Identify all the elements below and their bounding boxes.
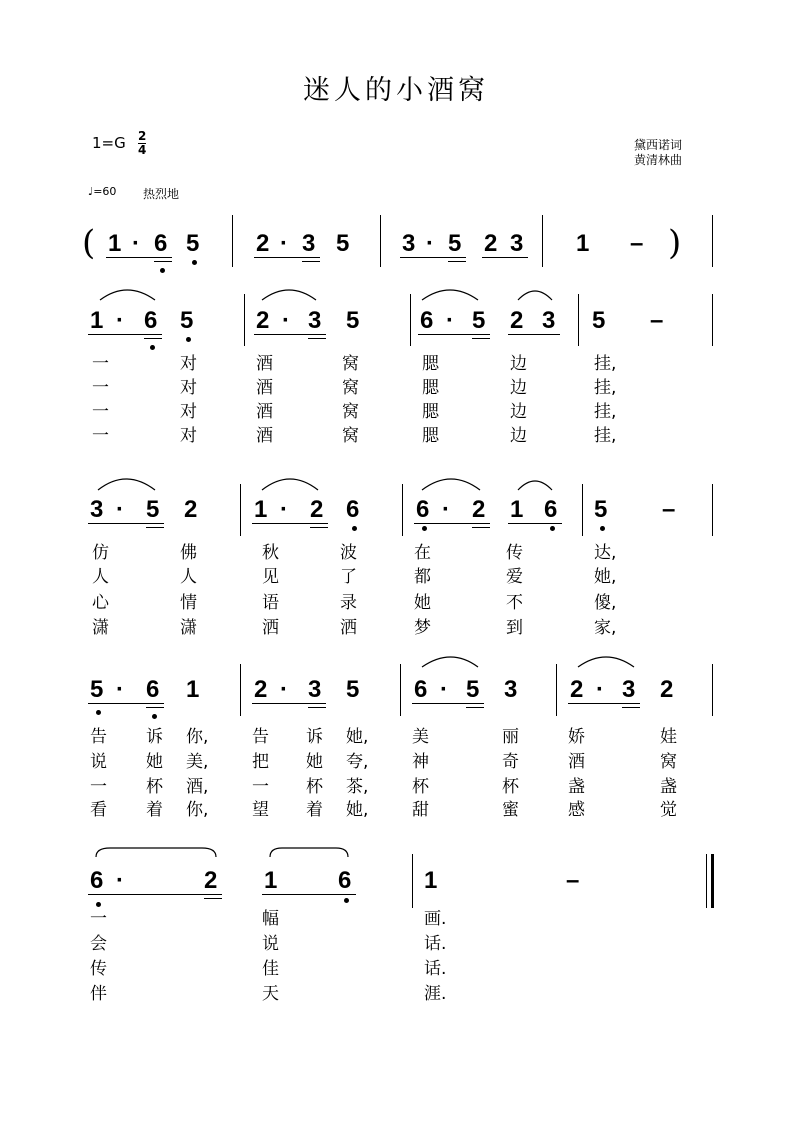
lyric: 边	[510, 426, 527, 446]
lyric: 娇	[568, 727, 585, 747]
lyric: 腮	[422, 354, 439, 374]
barline	[240, 484, 241, 536]
lyric: 望	[252, 800, 269, 820]
lyric: 傻,	[594, 593, 617, 613]
lyric: 酒	[256, 378, 273, 398]
lyric: 对	[180, 426, 197, 446]
dot-duration: ·	[280, 676, 288, 703]
underline	[414, 523, 490, 524]
lyric: 奇	[502, 752, 519, 772]
lyric: 涯.	[424, 984, 447, 1004]
lyric: 传	[506, 543, 523, 563]
dot-duration: ·	[280, 496, 288, 523]
note: 1	[424, 867, 438, 894]
underline	[144, 338, 162, 339]
low-octave-dot	[352, 526, 357, 531]
lyric: 盏	[660, 777, 677, 797]
note: 5	[336, 230, 350, 257]
barline	[578, 294, 579, 346]
underline	[308, 707, 326, 708]
note: 6	[338, 867, 352, 894]
note: 2	[660, 676, 674, 703]
barline	[712, 294, 713, 346]
lyric: 酒	[256, 426, 273, 446]
lyric: 佛	[180, 543, 197, 563]
note: 1	[576, 230, 590, 257]
lyric: 她,	[594, 567, 617, 587]
note: 3	[90, 496, 104, 523]
lyric: 说	[262, 934, 279, 954]
note: 1	[264, 867, 278, 894]
barline	[412, 854, 413, 908]
underline	[204, 898, 222, 899]
lyric: 告	[90, 727, 107, 747]
lyric: 美	[412, 727, 429, 747]
lyric: 她	[306, 752, 323, 772]
lyric: 你,	[186, 727, 209, 747]
note: 6	[420, 307, 434, 334]
dash-extension: –	[630, 230, 644, 257]
note: 2	[510, 307, 524, 334]
low-octave-dot	[96, 902, 101, 907]
note: 2	[184, 496, 198, 523]
low-octave-dot	[192, 260, 197, 265]
lyric: 窝	[660, 752, 677, 772]
lyric: 诉	[306, 727, 323, 747]
dash-extension: –	[650, 307, 664, 334]
lyric: 窝	[342, 426, 359, 446]
time-denominator: 4	[138, 143, 147, 157]
dot-duration: ·	[442, 496, 450, 523]
note: 1	[186, 676, 200, 703]
note: 5	[146, 496, 160, 523]
underline	[88, 523, 164, 524]
dot-duration: ·	[440, 676, 448, 703]
underline	[412, 703, 484, 704]
final-barline-thick	[711, 854, 714, 908]
lyric: 人	[180, 567, 197, 587]
page-title: 迷人的小酒窝	[303, 75, 489, 106]
underline	[308, 338, 326, 339]
lyric: 杯	[306, 777, 323, 797]
lyric: 对	[180, 378, 197, 398]
note: 3	[402, 230, 416, 257]
lyric: 神	[412, 752, 429, 772]
dot-duration: ·	[116, 867, 124, 894]
lyric: 语	[262, 593, 279, 613]
underline	[302, 261, 320, 262]
dash-extension: –	[662, 496, 676, 523]
lyric: 甜	[412, 800, 429, 820]
note: 5	[472, 307, 486, 334]
dot-duration: ·	[116, 307, 124, 334]
lyric: 挂,	[594, 378, 617, 398]
note: 5	[346, 307, 360, 334]
lyric: 洒	[262, 618, 279, 638]
lyric: 窝	[342, 402, 359, 422]
tempo-marking: ♩=60	[88, 185, 117, 198]
lyric: 都	[414, 567, 431, 587]
lyric: 仿	[92, 543, 109, 563]
lyric: 酒	[256, 402, 273, 422]
barline	[712, 664, 713, 716]
lyric: 着	[306, 800, 323, 820]
lyric: 了	[340, 567, 357, 587]
lyric: 蜜	[502, 800, 519, 820]
underline	[254, 334, 326, 335]
note: 5	[186, 230, 200, 257]
underline	[146, 707, 164, 708]
lyric: 幅	[262, 909, 279, 929]
lyric: 腮	[422, 402, 439, 422]
lyric: 秋	[262, 543, 279, 563]
lyric: 诉	[146, 727, 163, 747]
underline	[482, 257, 528, 258]
note: 5	[448, 230, 462, 257]
lyric: 挂,	[594, 402, 617, 422]
low-octave-dot	[344, 898, 349, 903]
low-octave-dot	[150, 345, 155, 350]
lyric: 她	[146, 752, 163, 772]
underline	[262, 894, 356, 895]
key-signature: 1=G	[92, 134, 126, 152]
dot-duration: ·	[426, 230, 434, 257]
lyric: 伴	[90, 984, 107, 1004]
lyricist-credit: 黛西诺词	[634, 138, 683, 152]
underline	[622, 707, 640, 708]
lyric: 窝	[342, 378, 359, 398]
note: 3	[308, 307, 322, 334]
lyric: 看	[90, 800, 107, 820]
lyric: 天	[262, 984, 279, 1004]
barline	[244, 294, 245, 346]
underline	[508, 523, 562, 524]
barline	[380, 215, 381, 267]
dash-extension: –	[566, 867, 580, 894]
low-octave-dot	[186, 337, 191, 342]
dot-duration: ·	[116, 676, 124, 703]
note: 3	[504, 676, 518, 703]
note: 3	[302, 230, 316, 257]
note: 6	[154, 230, 168, 257]
barline	[712, 215, 713, 267]
lyric: 会	[90, 934, 107, 954]
barline	[400, 664, 401, 716]
underline	[472, 527, 490, 528]
lyric: 挂,	[594, 354, 617, 374]
dot-duration: ·	[116, 496, 124, 523]
note: 5	[466, 676, 480, 703]
lyric: 家,	[594, 618, 617, 638]
underline	[88, 703, 164, 704]
lyric: 达,	[594, 543, 617, 563]
low-octave-dot	[550, 526, 555, 531]
underline	[508, 334, 560, 335]
lyric: 杯	[502, 777, 519, 797]
underline	[88, 334, 162, 335]
lyric: 潇	[92, 618, 109, 638]
lyric: 盏	[568, 777, 585, 797]
lyric: 一	[92, 354, 109, 374]
lyric: 你,	[186, 800, 209, 820]
underline	[466, 707, 484, 708]
lyric: 酒	[256, 354, 273, 374]
lyric: 酒	[568, 752, 585, 772]
lyric: 把	[252, 752, 269, 772]
barline	[232, 215, 233, 267]
note: 5	[90, 676, 104, 703]
note: 3	[542, 307, 556, 334]
note: 1	[510, 496, 524, 523]
lyric: 她,	[346, 800, 369, 820]
note: 6	[90, 867, 104, 894]
lyric: 话.	[424, 934, 447, 954]
lyric: 她,	[346, 727, 369, 747]
lyric: 杯	[146, 777, 163, 797]
lyric: 边	[510, 354, 527, 374]
lyric: 洒	[340, 618, 357, 638]
lyric: 见	[262, 567, 279, 587]
time-numerator: 2	[138, 129, 147, 143]
lyric: 一	[92, 402, 109, 422]
lyric: 感	[568, 800, 585, 820]
lyric: 佳	[262, 959, 279, 979]
low-octave-dot	[422, 526, 427, 531]
note: 6	[414, 676, 428, 703]
lyric: 边	[510, 402, 527, 422]
note: 2	[570, 676, 584, 703]
note: 3	[308, 676, 322, 703]
underline	[418, 334, 490, 335]
dot-duration: ·	[596, 676, 604, 703]
lyric: 酒,	[186, 777, 209, 797]
barline	[712, 484, 713, 536]
note: 1	[90, 307, 104, 334]
note: 1	[254, 496, 268, 523]
note: 2	[254, 676, 268, 703]
underline	[252, 703, 326, 704]
note: 2	[472, 496, 486, 523]
barline	[542, 215, 543, 267]
lyric: 波	[340, 543, 357, 563]
note: 6	[346, 496, 360, 523]
lyric: 录	[340, 593, 357, 613]
lyric: 一	[90, 909, 107, 929]
lyric: 心	[92, 593, 109, 613]
underline	[154, 261, 172, 262]
composer-credit: 黄清林曲	[634, 153, 683, 167]
lyric: 着	[146, 800, 163, 820]
lyric: 情	[180, 593, 197, 613]
lyric: 画.	[424, 909, 447, 929]
note: 6	[146, 676, 160, 703]
barline	[402, 484, 403, 536]
note: 2	[256, 230, 270, 257]
underline	[568, 703, 640, 704]
lyric: 腮	[422, 426, 439, 446]
underline	[146, 527, 164, 528]
lyric: 一	[90, 777, 107, 797]
barline	[556, 664, 557, 716]
note: 2	[310, 496, 324, 523]
low-octave-dot	[160, 268, 165, 273]
lyric: 告	[252, 727, 269, 747]
lyric: 不	[506, 593, 523, 613]
lyric: 话.	[424, 959, 447, 979]
underline	[448, 261, 466, 262]
dot-duration: ·	[446, 307, 454, 334]
low-octave-dot	[152, 714, 157, 719]
lyric: 传	[90, 959, 107, 979]
lyric: 对	[180, 354, 197, 374]
lyric: 潇	[180, 618, 197, 638]
note: 2	[484, 230, 498, 257]
underline	[252, 523, 328, 524]
underline	[88, 894, 222, 895]
underline	[472, 338, 490, 339]
lyric: 杯	[412, 777, 429, 797]
lyric: 觉	[660, 800, 677, 820]
lyric: 在	[414, 543, 431, 563]
lyric: 茶,	[346, 777, 369, 797]
note: 1	[108, 230, 122, 257]
underline	[310, 527, 328, 528]
lyric: 到	[506, 618, 523, 638]
note: 2	[204, 867, 218, 894]
lyric: 夸,	[346, 752, 369, 772]
note: 6	[544, 496, 558, 523]
note: 3	[510, 230, 524, 257]
lyric: 丽	[502, 727, 519, 747]
lyric: 说	[90, 752, 107, 772]
note: 5	[180, 307, 194, 334]
barline	[582, 484, 583, 536]
lyric: 对	[180, 402, 197, 422]
lyric: 一	[252, 777, 269, 797]
expression-marking: 热烈地	[143, 187, 180, 201]
lyric: 腮	[422, 378, 439, 398]
underline	[106, 257, 172, 258]
lyric: 窝	[342, 354, 359, 374]
open-paren: (	[82, 223, 96, 263]
lyric: 挂,	[594, 426, 617, 446]
dot-duration: ·	[282, 307, 290, 334]
underline	[400, 257, 466, 258]
lyric: 一	[92, 378, 109, 398]
note: 5	[346, 676, 360, 703]
note: 6	[144, 307, 158, 334]
lyric: 人	[92, 567, 109, 587]
note: 6	[416, 496, 430, 523]
lyric: 一	[92, 426, 109, 446]
dot-duration: ·	[132, 230, 140, 257]
lyric: 梦	[414, 618, 431, 638]
lyric: 娃	[660, 727, 677, 747]
low-octave-dot	[600, 526, 605, 531]
note: 2	[256, 307, 270, 334]
lyric: 她	[414, 593, 431, 613]
final-barline-thin	[706, 854, 707, 908]
close-paren: )	[668, 223, 682, 263]
dot-duration: ·	[280, 230, 288, 257]
low-octave-dot	[96, 710, 101, 715]
barline	[240, 664, 241, 716]
lyric: 爱	[506, 567, 523, 587]
note: 3	[622, 676, 636, 703]
note: 5	[592, 307, 606, 334]
barline	[410, 294, 411, 346]
lyric: 边	[510, 378, 527, 398]
note: 5	[594, 496, 608, 523]
underline	[254, 257, 320, 258]
lyric: 美,	[186, 752, 209, 772]
